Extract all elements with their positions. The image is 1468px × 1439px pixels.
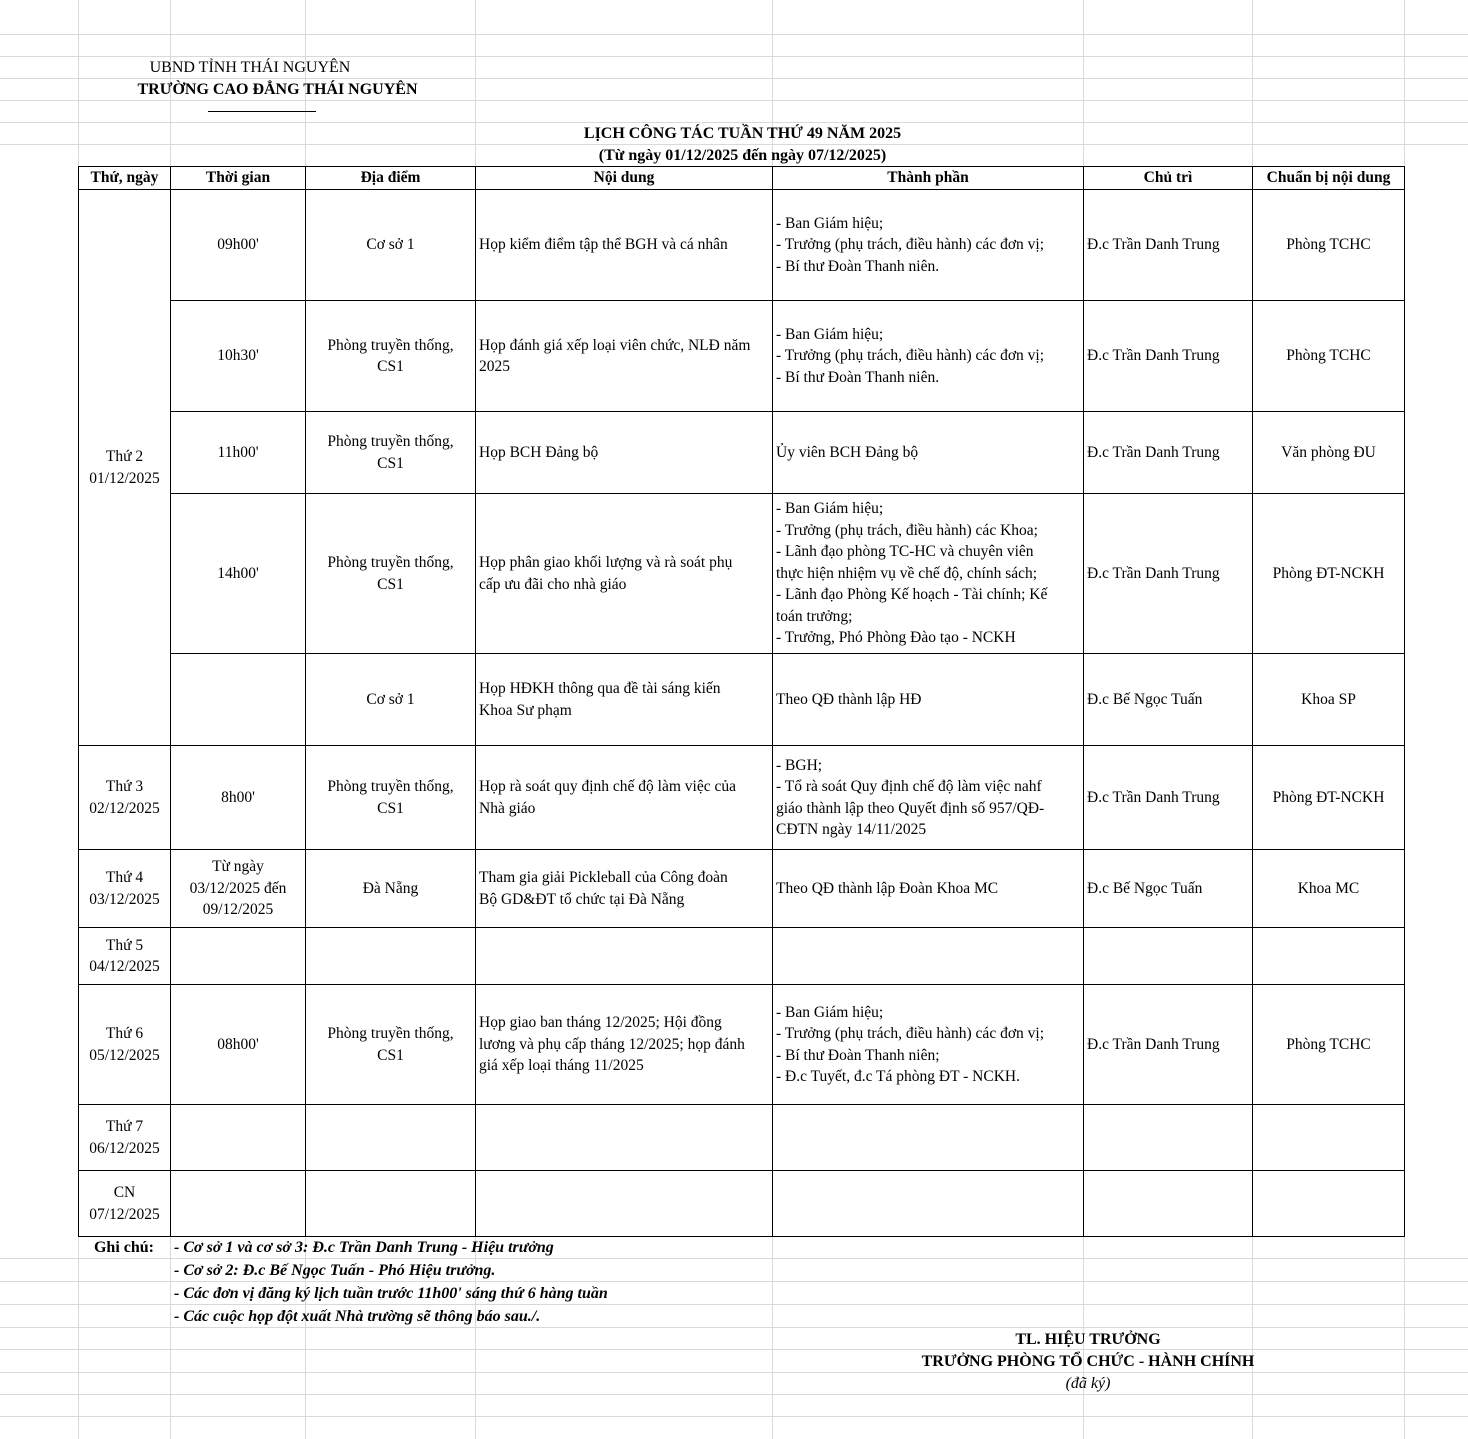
time-cell: 08h00' (171, 985, 306, 1105)
prep-cell: Phòng TCHC (1253, 301, 1405, 412)
prep-cell: Phòng ĐT-NCKH (1253, 494, 1405, 654)
place-cell: Đà Nẵng (306, 850, 476, 928)
day-name: Thứ 2 (105, 448, 144, 465)
chair-cell: Đ.c Trần Danh Trung (1084, 190, 1253, 301)
column-header-content: Nội dung (476, 167, 773, 190)
table-header-row (79, 167, 1405, 190)
page-title: LỊCH CÔNG TÁC TUẦN THỨ 49 NĂM 2025 (583, 125, 902, 142)
day-name: Thứ 7 (105, 1118, 144, 1135)
note-item: - Các cuộc họp đột xuất Nhà trường sẽ thông báo sau./. (174, 1308, 541, 1325)
prep-cell: Phòng ĐT-NCKH (1253, 746, 1405, 850)
content-cell: Họp BCH Đảng bộ (476, 412, 773, 494)
note-item: - Cơ sở 2: Đ.c Bế Ngọc Tuấn - Phó Hiệu trưởng. (174, 1262, 496, 1279)
place-cell (306, 928, 476, 985)
content-cell: Họp kiểm điểm tập thể BGH và cá nhân (476, 190, 773, 301)
day-cell (79, 985, 171, 1105)
table-row (79, 746, 1405, 850)
day-cell (79, 1171, 171, 1237)
day-date: 01/12/2025 (89, 469, 160, 487)
place-cell (306, 1171, 476, 1237)
content-cell: Họp HĐKH thông qua đề tài sáng kiến Khoa Sư phạm (476, 654, 773, 746)
day-cell (79, 928, 171, 985)
chair-cell: Đ.c Trần Danh Trung (1084, 985, 1253, 1105)
members-cell: - Ban Giám hiệu; - Trưởng (phụ trách, điều hành) các đơn vị; - Bí thư Đoàn Thanh niên; - Đ.c Tuyết, đ.c Tá phòng ĐT - NCKH. (773, 985, 1084, 1105)
day-name: Thứ 5 (105, 936, 144, 954)
content-cell: Họp giao ban tháng 12/2025; Hội đồng lương và phụ cấp tháng 12/2025; họp đánh giá xếp loại tháng 11/2025 (476, 985, 773, 1105)
members-cell (773, 1171, 1084, 1237)
place-cell: Phòng truyền thống, CS1 (306, 412, 476, 494)
note-item: - Các đơn vị đăng ký lịch tuần trước 11h00' sáng thứ 6 hàng tuần (174, 1285, 608, 1302)
table-row (79, 494, 1405, 654)
table-row (79, 985, 1405, 1105)
notes-label: Ghi chú: (93, 1239, 154, 1256)
day-date: 04/12/2025 (89, 958, 160, 975)
content-cell (476, 1171, 773, 1237)
column-header-prep: Chuẩn bị nội dung (1253, 167, 1405, 190)
content-cell: Họp phân giao khối lượng và rà soát phụ cấp ưu đãi cho nhà giáo (476, 494, 773, 654)
time-cell: 11h00' (171, 412, 306, 494)
content-cell: Tham gia giải Pickleball của Công đoàn Bộ GD&ĐT tổ chức tại Đà Nẵng (476, 850, 773, 928)
chair-cell: Đ.c Trần Danh Trung (1084, 301, 1253, 412)
place-cell: Phòng truyền thống, CS1 (306, 494, 476, 654)
signature-title: TL. HIỆU TRƯỞNG (1015, 1331, 1161, 1348)
chair-cell: Đ.c Trần Danh Trung (1084, 494, 1253, 654)
page-subtitle: (Từ ngày 01/12/2025 đến ngày 07/12/2025) (598, 147, 887, 164)
members-cell: Ủy viên BCH Đảng bộ (773, 412, 1084, 494)
time-cell (171, 1105, 306, 1171)
column-header-time: Thời gian (171, 167, 306, 190)
day-name: CN (113, 1184, 136, 1201)
signature-status: (đã ký) (1065, 1375, 1111, 1392)
day-cell (79, 746, 171, 850)
members-cell: Theo QĐ thành lập HĐ (773, 654, 1084, 746)
day-cell (79, 1105, 171, 1171)
place-cell: Phòng truyền thống, CS1 (306, 985, 476, 1105)
time-cell: Từ ngày 03/12/2025 đến 09/12/2025 (171, 850, 306, 928)
chair-cell: Đ.c Trần Danh Trung (1084, 412, 1253, 494)
table-row (79, 190, 1405, 301)
column-header-chair: Chủ trì (1084, 167, 1253, 190)
chair-cell (1084, 1171, 1253, 1237)
prep-cell: Khoa MC (1253, 850, 1405, 928)
chair-cell: Đ.c Bế Ngọc Tuấn (1084, 850, 1253, 928)
day-date: 05/12/2025 (89, 1046, 160, 1064)
day-name: Thứ 4 (105, 869, 144, 886)
prep-cell: Phòng TCHC (1253, 190, 1405, 301)
chair-cell: Đ.c Bế Ngọc Tuấn (1084, 654, 1253, 746)
prep-cell (1253, 928, 1405, 985)
members-cell: - Ban Giám hiệu; - Trưởng (phụ trách, điều hành) các đơn vị; - Bí thư Đoàn Thanh niên. (773, 190, 1084, 301)
table-row (79, 654, 1405, 746)
place-cell: Cơ sở 1 (306, 654, 476, 746)
members-cell: - Ban Giám hiệu; - Trưởng (phụ trách, điều hành) các Khoa; - Lãnh đạo phòng TC-HC và chuyên viên thực hiện nhiệm vụ về chế độ, chính sách; - Lãnh đạo Phòng Kế hoạch - Tài chính; Kế toán trưởng; - Trưởng, Phó Phòng Đào tạo - NCKH (773, 494, 1084, 654)
header-underline (208, 111, 316, 112)
time-cell: 14h00' (171, 494, 306, 654)
place-cell: Phòng truyền thống, CS1 (306, 301, 476, 412)
table-row (79, 301, 1405, 412)
members-cell: - BGH; - Tổ rà soát Quy định chế độ làm việc nahf giáo thành lập theo Quyết định số 957/QĐ- CĐTN ngày 14/11/2025 (773, 746, 1084, 850)
content-cell (476, 928, 773, 985)
place-cell (306, 1105, 476, 1171)
prep-cell (1253, 1105, 1405, 1171)
column-header-members: Thành phần (773, 167, 1084, 190)
note-item: - Cơ sở 1 và cơ sở 3: Đ.c Trần Danh Trung - Hiệu trưởng (174, 1239, 554, 1256)
prep-cell: Văn phòng ĐU (1253, 412, 1405, 494)
table-row (79, 1105, 1405, 1171)
members-cell (773, 928, 1084, 985)
content-cell: Họp đánh giá xếp loại viên chức, NLĐ năm 2025 (476, 301, 773, 412)
time-cell (171, 928, 306, 985)
members-cell: Theo QĐ thành lập Đoàn Khoa MC (773, 850, 1084, 928)
chair-cell (1084, 928, 1253, 985)
day-name: Thứ 6 (105, 1025, 144, 1042)
time-cell (171, 654, 306, 746)
chair-cell: Đ.c Trần Danh Trung (1084, 746, 1253, 850)
prep-cell (1253, 1171, 1405, 1237)
table-row (79, 928, 1405, 985)
table-row (79, 1171, 1405, 1237)
content-cell: Họp rà soát quy định chế độ làm việc của Nhà giáo (476, 746, 773, 850)
day-date: 07/12/2025 (89, 1205, 160, 1223)
day-date: 03/12/2025 (89, 890, 160, 908)
column-header-place: Địa điểm (306, 167, 476, 190)
time-cell: 09h00' (171, 190, 306, 301)
content-cell (476, 1105, 773, 1171)
schedule-table (78, 166, 1405, 1237)
day-cell (79, 850, 171, 928)
table-row (79, 850, 1405, 928)
column-header-day: Thứ, ngày (79, 167, 171, 190)
prep-cell: Khoa SP (1253, 654, 1405, 746)
signature-position: TRƯỞNG PHÒNG TỔ CHỨC - HÀNH CHÍNH (921, 1353, 1255, 1370)
place-cell: Cơ sở 1 (306, 190, 476, 301)
chair-cell (1084, 1105, 1253, 1171)
day-date: 06/12/2025 (89, 1139, 160, 1157)
day-name: Thứ 3 (105, 778, 144, 795)
day-cell (79, 190, 171, 746)
members-cell: - Ban Giám hiệu; - Trưởng (phụ trách, điều hành) các đơn vị; - Bí thư Đoàn Thanh niên. (773, 301, 1084, 412)
school-name: TRƯỜNG CAO ĐẲNG THÁI NGUYÊN (137, 81, 418, 98)
time-cell (171, 1171, 306, 1237)
prep-cell: Phòng TCHC (1253, 985, 1405, 1105)
time-cell: 8h00' (171, 746, 306, 850)
day-date: 02/12/2025 (89, 799, 160, 817)
table-row (79, 412, 1405, 494)
authority-name: UBND TỈNH THÁI NGUYÊN (149, 59, 351, 76)
members-cell (773, 1105, 1084, 1171)
place-cell: Phòng truyền thống, CS1 (306, 746, 476, 850)
time-cell: 10h30' (171, 301, 306, 412)
